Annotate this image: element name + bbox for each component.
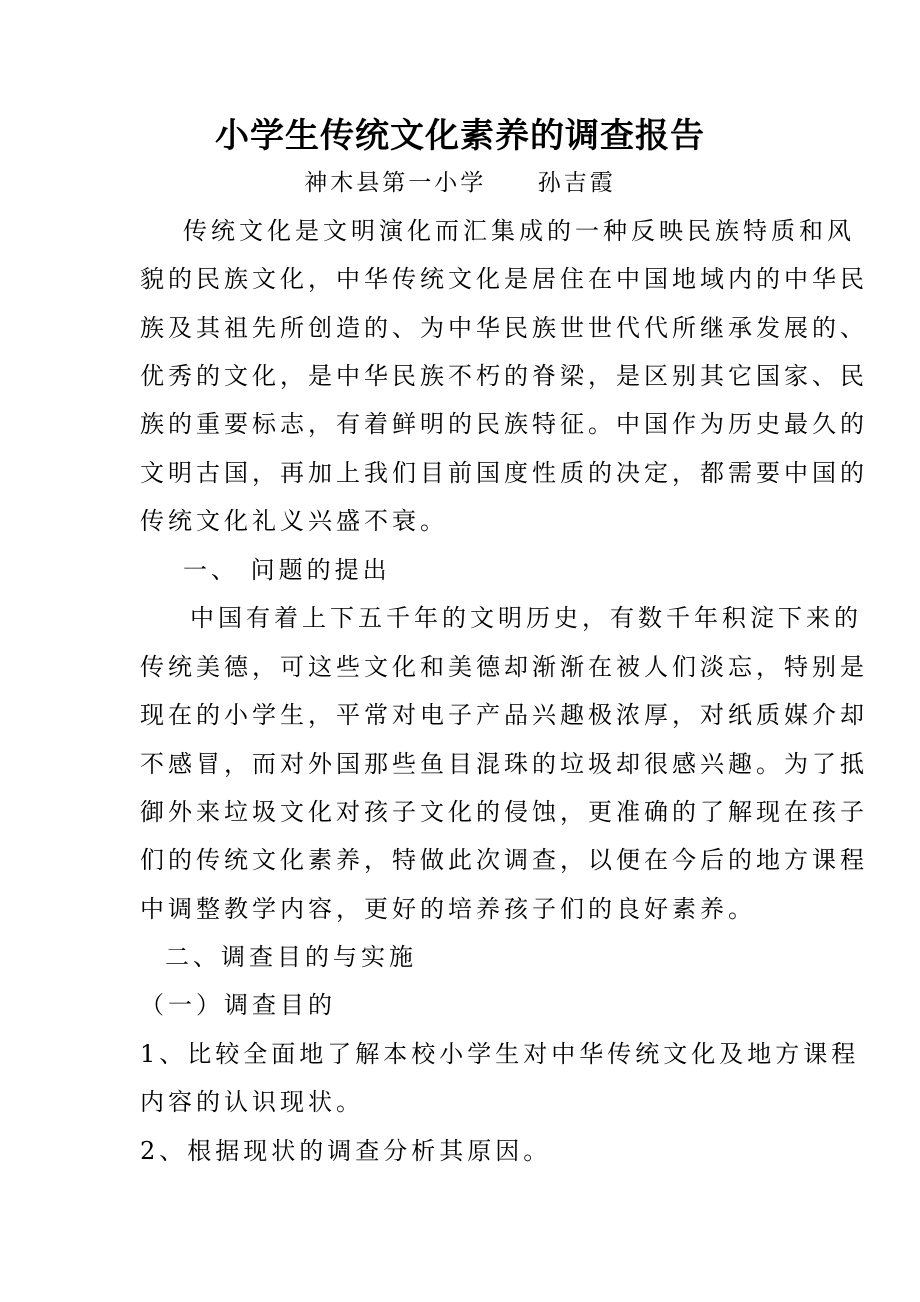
paragraph-line: 传统文化礼义兴盛不衰。 bbox=[140, 507, 448, 535]
paragraph-line: 中调整教学内容，更好的培养孩子们的良好素养。 bbox=[140, 895, 756, 923]
paragraph-line: 族的重要标志，有着鲜明的民族特征。中国作为历史最久的 bbox=[140, 410, 868, 438]
paragraph-line: 优秀的文化，是中华民族不朽的脊梁，是区别其它国家、民 bbox=[140, 362, 868, 390]
section-heading: 一、 问题的提出 bbox=[183, 556, 391, 584]
list-item-continuation: 内容的认识现状。 bbox=[140, 1088, 364, 1116]
subsection-heading: （一）调查目的 bbox=[140, 991, 336, 1019]
paragraph-line: 们的传统文化素养，特做此次调查，以便在今后的地方课程 bbox=[140, 846, 868, 874]
paragraph-line: 传统文化是文明演化而汇集成的一种反映民族特质和风 bbox=[183, 217, 855, 245]
paragraph-line: 御外来垃圾文化对孩子文化的侵蚀，更准确的了解现在孩子 bbox=[140, 798, 868, 826]
paragraph-line: 不感冒，而对外国那些鱼目混珠的垃圾却很感兴趣。为了抵 bbox=[140, 750, 868, 778]
paragraph-line: 传统美德，可这些文化和美德却渐渐在被人们淡忘，特别是 bbox=[140, 653, 868, 681]
list-item: 2、根据现状的调查分析其原因。 bbox=[140, 1137, 552, 1165]
paragraph-line: 现在的小学生，平常对电子产品兴趣极浓厚，对纸质媒介却 bbox=[140, 701, 868, 729]
author-line: 神木县第一小学 孙吉霞 bbox=[304, 170, 616, 196]
paragraph-line: 貌的民族文化，中华传统文化是居住在中国地域内的中华民 bbox=[140, 265, 868, 293]
document-title: 小学生传统文化素养的调查报告 bbox=[215, 116, 705, 156]
paragraph-line: 文明古国，再加上我们目前国度性质的决定，都需要中国的 bbox=[140, 459, 868, 487]
section-heading: 二、调查目的与实施 bbox=[165, 943, 417, 971]
list-item: 1、比较全面地了解本校小学生对中华传统文化及地方课程 bbox=[140, 1040, 860, 1068]
paragraph-line: 族及其祖先所创造的、为中华民族世世代代所继承发展的、 bbox=[140, 314, 868, 342]
paragraph-line: 中国有着上下五千年的文明历史，有数千年积淀下来的 bbox=[190, 604, 862, 632]
